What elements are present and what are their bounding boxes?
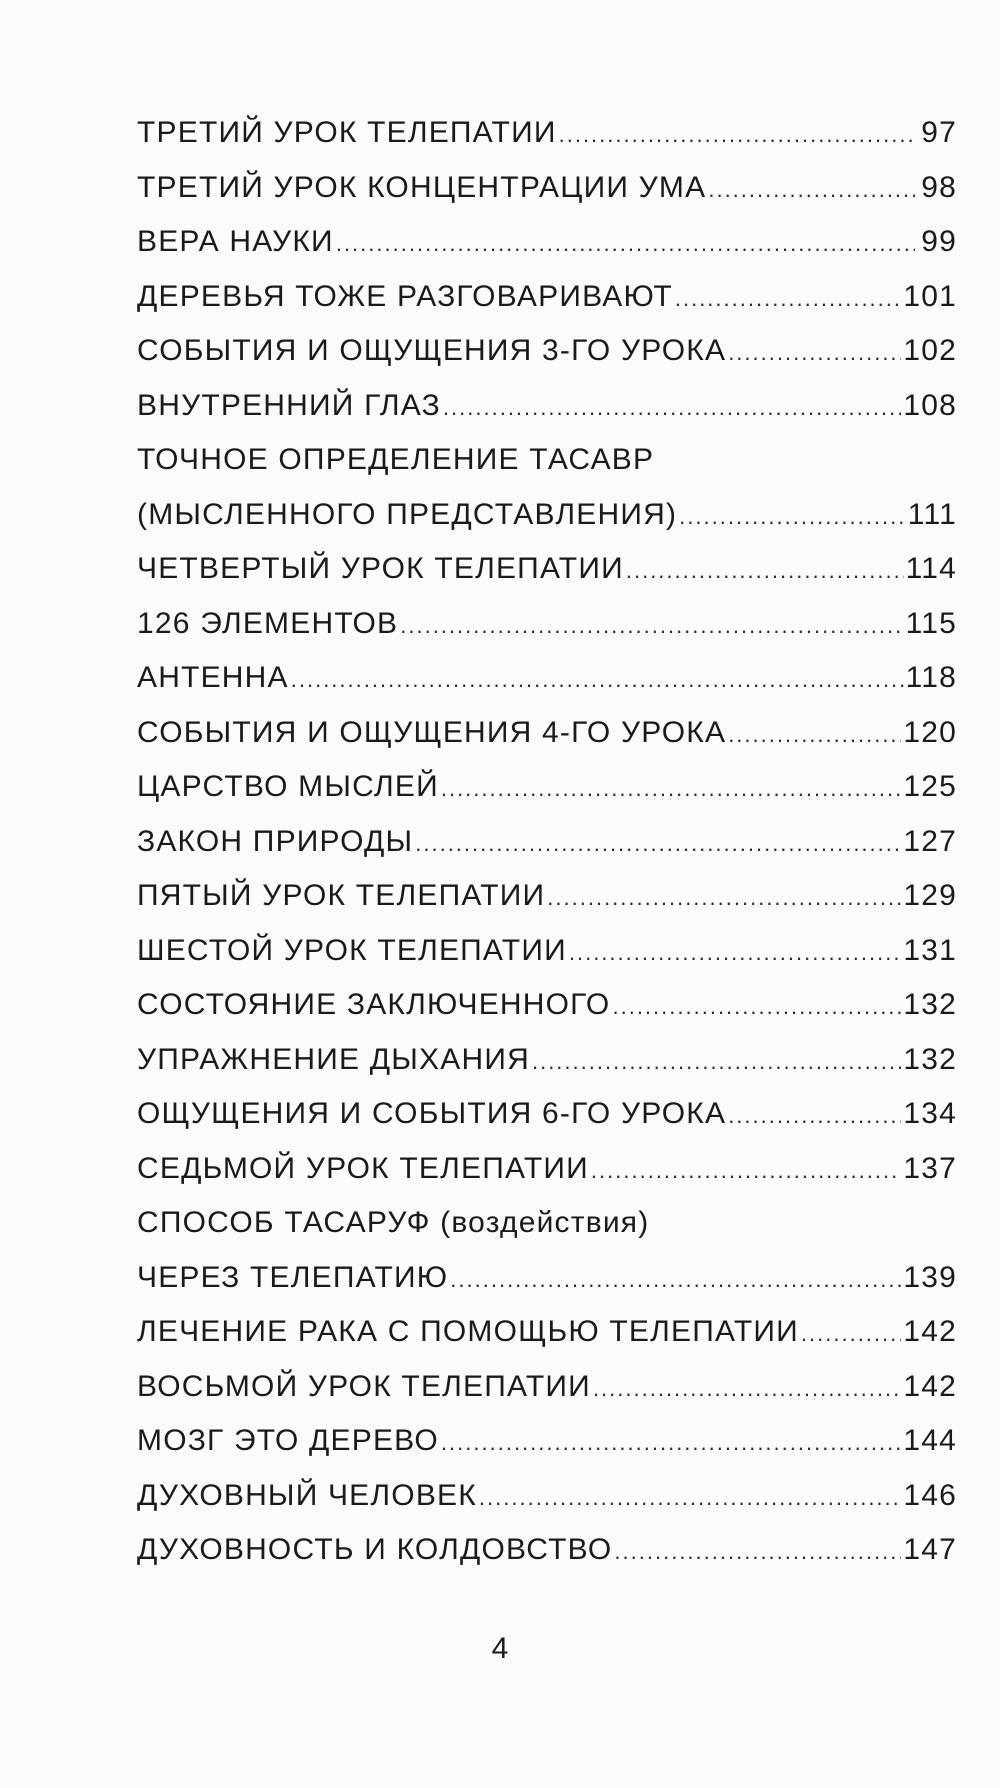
- toc-entry: [137, 171, 957, 226]
- toc-entry-title: ЛЕЧЕНИЕ РАКА С ПОМОЩЬЮ ТЕЛЕПАТИИ: [137, 1315, 799, 1348]
- page-number: 4: [491, 1632, 509, 1665]
- toc-entry: [137, 1261, 957, 1316]
- toc-entry: [137, 1043, 957, 1098]
- toc-entry: [137, 552, 957, 607]
- toc-dot-leader: [614, 1539, 901, 1565]
- toc-entry-title: ВОСЬМОЙ УРОК ТЕЛЕПАТИИ: [137, 1369, 591, 1403]
- toc-entry-title: МОЗГ ЭТО ДЕРЕВО: [137, 1424, 439, 1457]
- toc-entry-title: ОЩУЩЕНИЯ И СОБЫТИЯ 6-ГО УРОКА: [137, 1097, 727, 1130]
- toc-entry-page: 114: [905, 552, 957, 585]
- table-of-contents: [137, 116, 957, 1588]
- toc-dot-leader: [591, 1158, 901, 1184]
- toc-entry-page: 146: [903, 1478, 957, 1512]
- toc-entry-page: 139: [903, 1260, 957, 1294]
- toc-entry-title: ДУХОВНОСТЬ И КОЛДОВСТВО: [137, 1533, 613, 1566]
- toc-entry-page: 97: [921, 116, 957, 149]
- toc-dot-leader: [593, 1376, 901, 1402]
- toc-entry-page: 125: [903, 770, 957, 803]
- toc-entry-title: ТРЕТИЙ УРОК КОНЦЕНТРАЦИИ УМА: [137, 170, 707, 204]
- toc-dot-leader: [450, 1267, 901, 1293]
- toc-dot-leader: [441, 776, 902, 802]
- toc-entry-page: 118: [905, 661, 957, 694]
- toc-dot-leader: [443, 395, 901, 421]
- toc-entry-title: УПРАЖНЕНИЕ ДЫХАНИЯ: [137, 1042, 530, 1076]
- toc-dot-leader: [679, 504, 906, 530]
- toc-entry-title: ДУХОВНЫЙ ЧЕЛОВЕК: [137, 1478, 477, 1512]
- toc-entry-page: 98: [921, 170, 957, 204]
- toc-entry-page: 144: [903, 1424, 957, 1457]
- toc-entry-page: 134: [903, 1097, 957, 1130]
- toc-entry: [137, 770, 957, 825]
- toc-entry-page: 99: [921, 225, 957, 258]
- toc-dot-leader: [708, 177, 915, 203]
- toc-entry-title: ЧЕРЕЗ ТЕЛЕПАТИЮ: [137, 1260, 449, 1294]
- toc-entry-title: ДЕРЕВЬЯ ТОЖЕ РАЗГОВАРИВАЮТ: [137, 279, 673, 313]
- toc-entry: [137, 988, 957, 1043]
- toc-entry-page: 102: [903, 334, 957, 367]
- toc-dot-leader: [291, 667, 904, 693]
- toc-dot-leader: [626, 558, 904, 584]
- toc-entry-page: 115: [905, 606, 957, 640]
- toc-dot-leader: [547, 885, 901, 911]
- toc-entry-title: АНТЕННА: [137, 661, 289, 694]
- toc-entry-page: 127: [903, 824, 957, 858]
- toc-entry-title: СОБЫТИЯ И ОЩУЩЕНИЯ 3-ГО УРОКА: [137, 334, 727, 367]
- toc-entry-page: 120: [903, 715, 957, 749]
- toc-entry-page: 142: [903, 1369, 957, 1403]
- toc-entry-title: ВНУТРЕННИЙ ГЛАЗ: [137, 388, 441, 422]
- toc-entry: [137, 334, 957, 389]
- toc-entry-page: 101: [903, 279, 957, 313]
- toc-entry-title: ЗАКОН ПРИРОДЫ: [137, 824, 414, 858]
- toc-entry-page: 147: [903, 1533, 957, 1566]
- toc-dot-leader: [612, 994, 901, 1020]
- toc-entry: [137, 1424, 957, 1479]
- toc-dot-leader: [728, 722, 901, 748]
- toc-entry: [137, 1206, 957, 1261]
- toc-dot-leader: [441, 1430, 901, 1456]
- toc-dot-leader: [532, 1049, 901, 1075]
- toc-entry: [137, 116, 957, 171]
- toc-entry-page: 108: [903, 388, 957, 422]
- toc-entry-title: ПЯТЫЙ УРОК ТЕЛЕПАТИИ: [137, 879, 546, 912]
- toc-entry-title: (МЫСЛЕННОГО ПРЕДСТАВЛЕНИЯ): [137, 497, 678, 531]
- toc-entry: [137, 498, 957, 553]
- toc-entry: [137, 661, 957, 716]
- toc-entry: [137, 879, 957, 934]
- toc-entry-page: 111: [907, 497, 957, 531]
- toc-entry: [137, 280, 957, 335]
- toc-entry: [137, 716, 957, 771]
- toc-dot-leader: [479, 1485, 901, 1511]
- toc-entry-page: 132: [903, 1042, 957, 1076]
- toc-dot-leader: [728, 340, 901, 366]
- toc-entry-title: СОСТОЯНИЕ ЗАКЛЮЧЕННОГО: [137, 988, 611, 1021]
- toc-entry: [137, 1479, 957, 1534]
- toc-dot-leader: [559, 122, 915, 148]
- toc-entry: [137, 443, 957, 498]
- toc-entry: [137, 934, 957, 989]
- toc-dot-leader: [415, 831, 901, 857]
- toc-dot-leader: [675, 286, 901, 312]
- toc-entry-title: ТРЕТИЙ УРОК ТЕЛЕПАТИИ: [137, 116, 557, 149]
- toc-entry: [137, 1370, 957, 1425]
- toc-entry: [137, 825, 957, 880]
- toc-entry: [137, 1152, 957, 1207]
- toc-entry-title: ЦАРСТВО МЫСЛЕЙ: [137, 770, 439, 803]
- toc-dot-leader: [728, 1103, 901, 1129]
- toc-dot-leader: [400, 613, 903, 639]
- toc-entry-title: ВЕРА НАУКИ: [137, 225, 334, 258]
- toc-entry-page: 129: [903, 879, 957, 912]
- toc-entry-page: 131: [903, 933, 957, 967]
- toc-entry-page: 142: [903, 1315, 957, 1348]
- toc-entry-page: 132: [903, 988, 957, 1021]
- toc-entry: [137, 389, 957, 444]
- toc-entry-title: ТОЧНОЕ ОПРЕДЕЛЕНИЕ ТАСАВР: [137, 443, 655, 476]
- toc-entry: [137, 1533, 957, 1588]
- toc-dot-leader: [336, 231, 915, 257]
- toc-entry-title: 126 ЭЛЕМЕНТОВ: [137, 606, 399, 640]
- toc-entry-title: СПОСОБ ТАСАРУФ (воздействия): [137, 1206, 650, 1239]
- toc-entry: [137, 1315, 957, 1370]
- toc-entry: [137, 607, 957, 662]
- toc-entry-title: СЕДЬМОЙ УРОК ТЕЛЕПАТИИ: [137, 1151, 589, 1185]
- toc-entry-title: ЧЕТВЕРТЫЙ УРОК ТЕЛЕПАТИИ: [137, 552, 624, 585]
- toc-entry: [137, 1097, 957, 1152]
- toc-entry-title: СОБЫТИЯ И ОЩУЩЕНИЯ 4-ГО УРОКА: [137, 715, 727, 749]
- toc-entry-title: ШЕСТОЙ УРОК ТЕЛЕПАТИИ: [137, 933, 567, 967]
- toc-entry-page: 137: [903, 1151, 957, 1185]
- toc-dot-leader: [801, 1321, 901, 1347]
- toc-dot-leader: [569, 940, 901, 966]
- toc-entry: [137, 225, 957, 280]
